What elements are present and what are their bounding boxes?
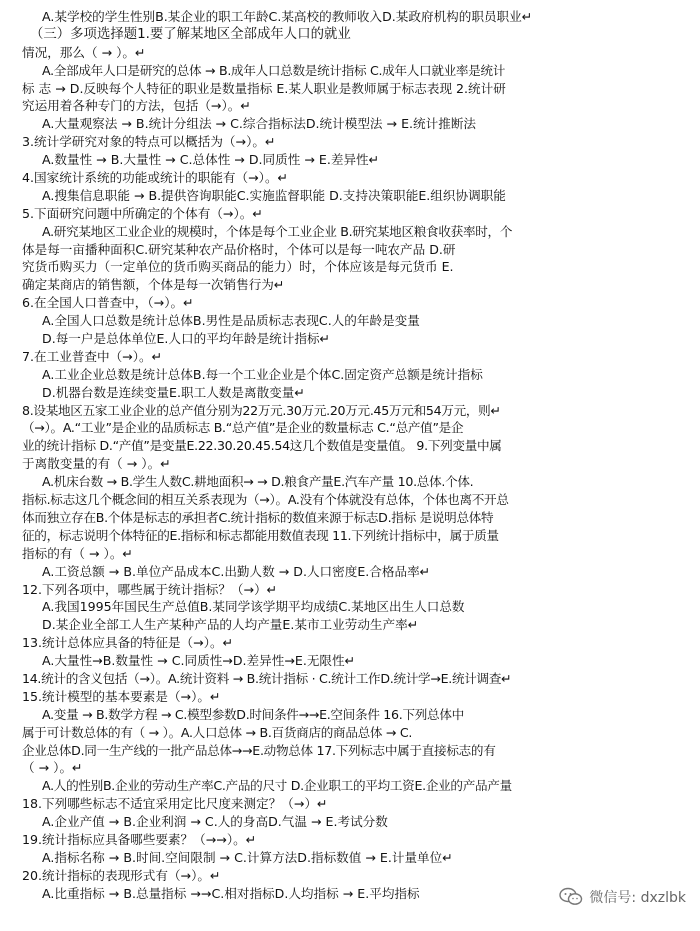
text-line: 7.在工业普查中（→）。↵	[22, 348, 163, 364]
section-heading: （三）多项选择题1.要了解某地区全部成年人口的就业	[30, 26, 351, 42]
text-line: 5.下面研究问题中所确定的个体有（→）。↵	[22, 205, 263, 221]
text-line: 6.在全国人口普查中，（→）。↵	[22, 295, 194, 311]
text-line: A.工资总额 → B.单位产品成本C.出勤人数 → D.人口密度E.合格品率↵	[42, 563, 431, 579]
text-line: 13.统计总体应具备的特征是（→）。↵	[22, 635, 234, 651]
text-line: 体是每一亩播种面积C.研究某种农产品价格时，个体可以是每一吨农产品 D.研	[22, 241, 456, 257]
text-line: 标 志 → D.反映每个人特征的职业是数量指标 E.某人职业是教师属于标志表现 2.统计研	[22, 80, 506, 96]
text-line: A.工业企业总数是统计总体B.每一个工业企业是个体C.固定资产总额是统计指标	[42, 366, 483, 382]
text-line: 情况，那么（ → ）。↵	[22, 44, 146, 60]
text-line: 体而独立存在B.个体是标志的承担者C.统计指标的数值来源于标志D.指标 是说明总体特	[22, 509, 494, 525]
text-line: 企业总体D.同一生产线的一批产品总体→→E.动物总体 17.下列标志中属于直接标志的有	[22, 742, 496, 758]
text-line: 业的统计指标 D.“产值”是变量E.22.30.20.45.54这几个数值是变量值。 9.下列变量中属	[22, 438, 502, 454]
text-line: 14.统计的含义包括（→）。A.统计资料 → B.统计指标 · C.统计工作D.统计学→E.统计调查↵	[22, 670, 512, 686]
text-line: A.某学校的学生性别B.某企业的职工年龄C.某高校的教师收入D.某政府机构的职员职业↵	[42, 9, 533, 24]
text-line: 究货币购买力（一定单位的货币购买商品的能力）时，个体应该是每元货币 E.	[22, 259, 454, 275]
text-line: 12.下列各项中，哪些属于统计指标？（→）↵	[22, 581, 278, 597]
text-line: 4.国家统计系统的功能或统计的职能有（→）。↵	[22, 170, 289, 186]
text-line: A.指标名称 → B.时间.空间限制 → C.计算方法D.指标数值 → E.计量单位↵	[42, 849, 453, 865]
watermark-text: 微信号: dxzlbk	[589, 890, 686, 906]
text-line: A.企业产值 → B.企业利润 → C.人的身高D.气温 → E.考试分数	[42, 814, 388, 830]
wechat-icon	[559, 887, 583, 907]
text-line: A.变量 → B.数学方程 → C.模型参数D.时间条件→→E.空间条件 16.下列总体中	[42, 706, 464, 722]
text-line: A.搜集信息职能 → B.提供咨询职能C.实施监督职能 D.支持决策职能E.组织协调职能	[42, 187, 506, 203]
text-line: （→）。A.“工业”是企业的品质标志 B.“总产值”是企业的数量标志 C.“总产值”是企	[22, 420, 464, 436]
text-line: 8.设某地区五家工业企业的总产值分别为22万元.30万元.20万元.45万元和54万元，则↵	[22, 402, 501, 418]
text-line: 究运用着各种专门的方法，包括（→）。↵	[22, 98, 251, 114]
text-line: 征的，标志说明个体特征的E.指标和标志都能用数值表现 11.下列统计指标中，属于质量	[22, 527, 499, 543]
text-line: D.某企业全部工人生产某种产品的人均产量E.某市工业劳动生产率↵	[42, 617, 419, 633]
text-line: 确定某商店的销售额，个体是每一次销售行为↵	[22, 277, 285, 293]
text-line: 指标.标志这几个概念间的相互关系表现为（→）。A.没有个体就没有总体，个体也离不开总	[22, 492, 509, 508]
text-line: A.大量观察法 → B.统计分组法 → C.综合指标法D.统计模型法 → E.统计推断法	[42, 116, 477, 132]
text-line: A.比重指标 → B.总量指标 →→C.相对指标D.人均指标 → E.平均指标	[42, 885, 420, 901]
text-line: A.机床台数 → B.学生人数C.耕地面积→ → D.粮食产量E.汽车产量 10.总体.个体.	[42, 474, 474, 490]
text-line: A.研究某地区工业企业的规模时，个体是每个工业企业 B.研究某地区粮食收获率时，个	[42, 223, 513, 239]
text-line: 15.统计模型的基本要素是（→）。↵	[22, 688, 221, 704]
text-line: D.每一户是总体单位E.人口的平均年龄是统计指标↵	[42, 331, 331, 347]
text-line: 19.统计指标应具备哪些要素？（→→）。↵	[22, 831, 257, 847]
text-line: A.人的性别B.企业的劳动生产率C.产品的尺寸 D.企业职工的平均工资E.企业的产品产量	[42, 778, 512, 794]
text-line: A.全国人口总数是统计总体B.男性是品质标志表现C.人的年龄是变量	[42, 313, 420, 329]
text-line: D.机器台数是连续变量E.职工人数是离散变量↵	[42, 384, 305, 400]
text-line: A.数量性 → B.大量性 → C.总体性 → D.同质性 → E.差异性↵	[42, 152, 380, 168]
text-line: A.全部成年人口是研究的总体 → B.成年人口总数是统计指标 C.成年人口就业率是统计	[42, 62, 506, 78]
text-line: 属于可计数总体的有（ → ）。A.人口总体 → B.百货商店的商品总体 → C.	[22, 724, 413, 740]
text-line: 3.统计学研究对象的特点可以概括为（→）。↵	[22, 134, 276, 150]
text-line: 20.统计指标的表现形式有（→）。↵	[22, 867, 221, 883]
text-line: 18.下列哪些标志不适宜采用定比尺度来测定？（→）↵	[22, 796, 328, 812]
text-line: A.大量性→B.数量性 → C.同质性→D.差异性→E.无限性↵	[42, 653, 356, 669]
wechat-watermark	[555, 885, 690, 909]
text-line: 于离散变量的有（ → ）。↵	[22, 456, 171, 472]
text-line: （ → ）。↵	[22, 760, 83, 776]
text-line: 指标的有（ → ）。↵	[22, 545, 133, 561]
text-line: A.我国1995年国民生产总值B.某同学该学期平均成绩C.某地区出生人口总数	[42, 599, 465, 615]
